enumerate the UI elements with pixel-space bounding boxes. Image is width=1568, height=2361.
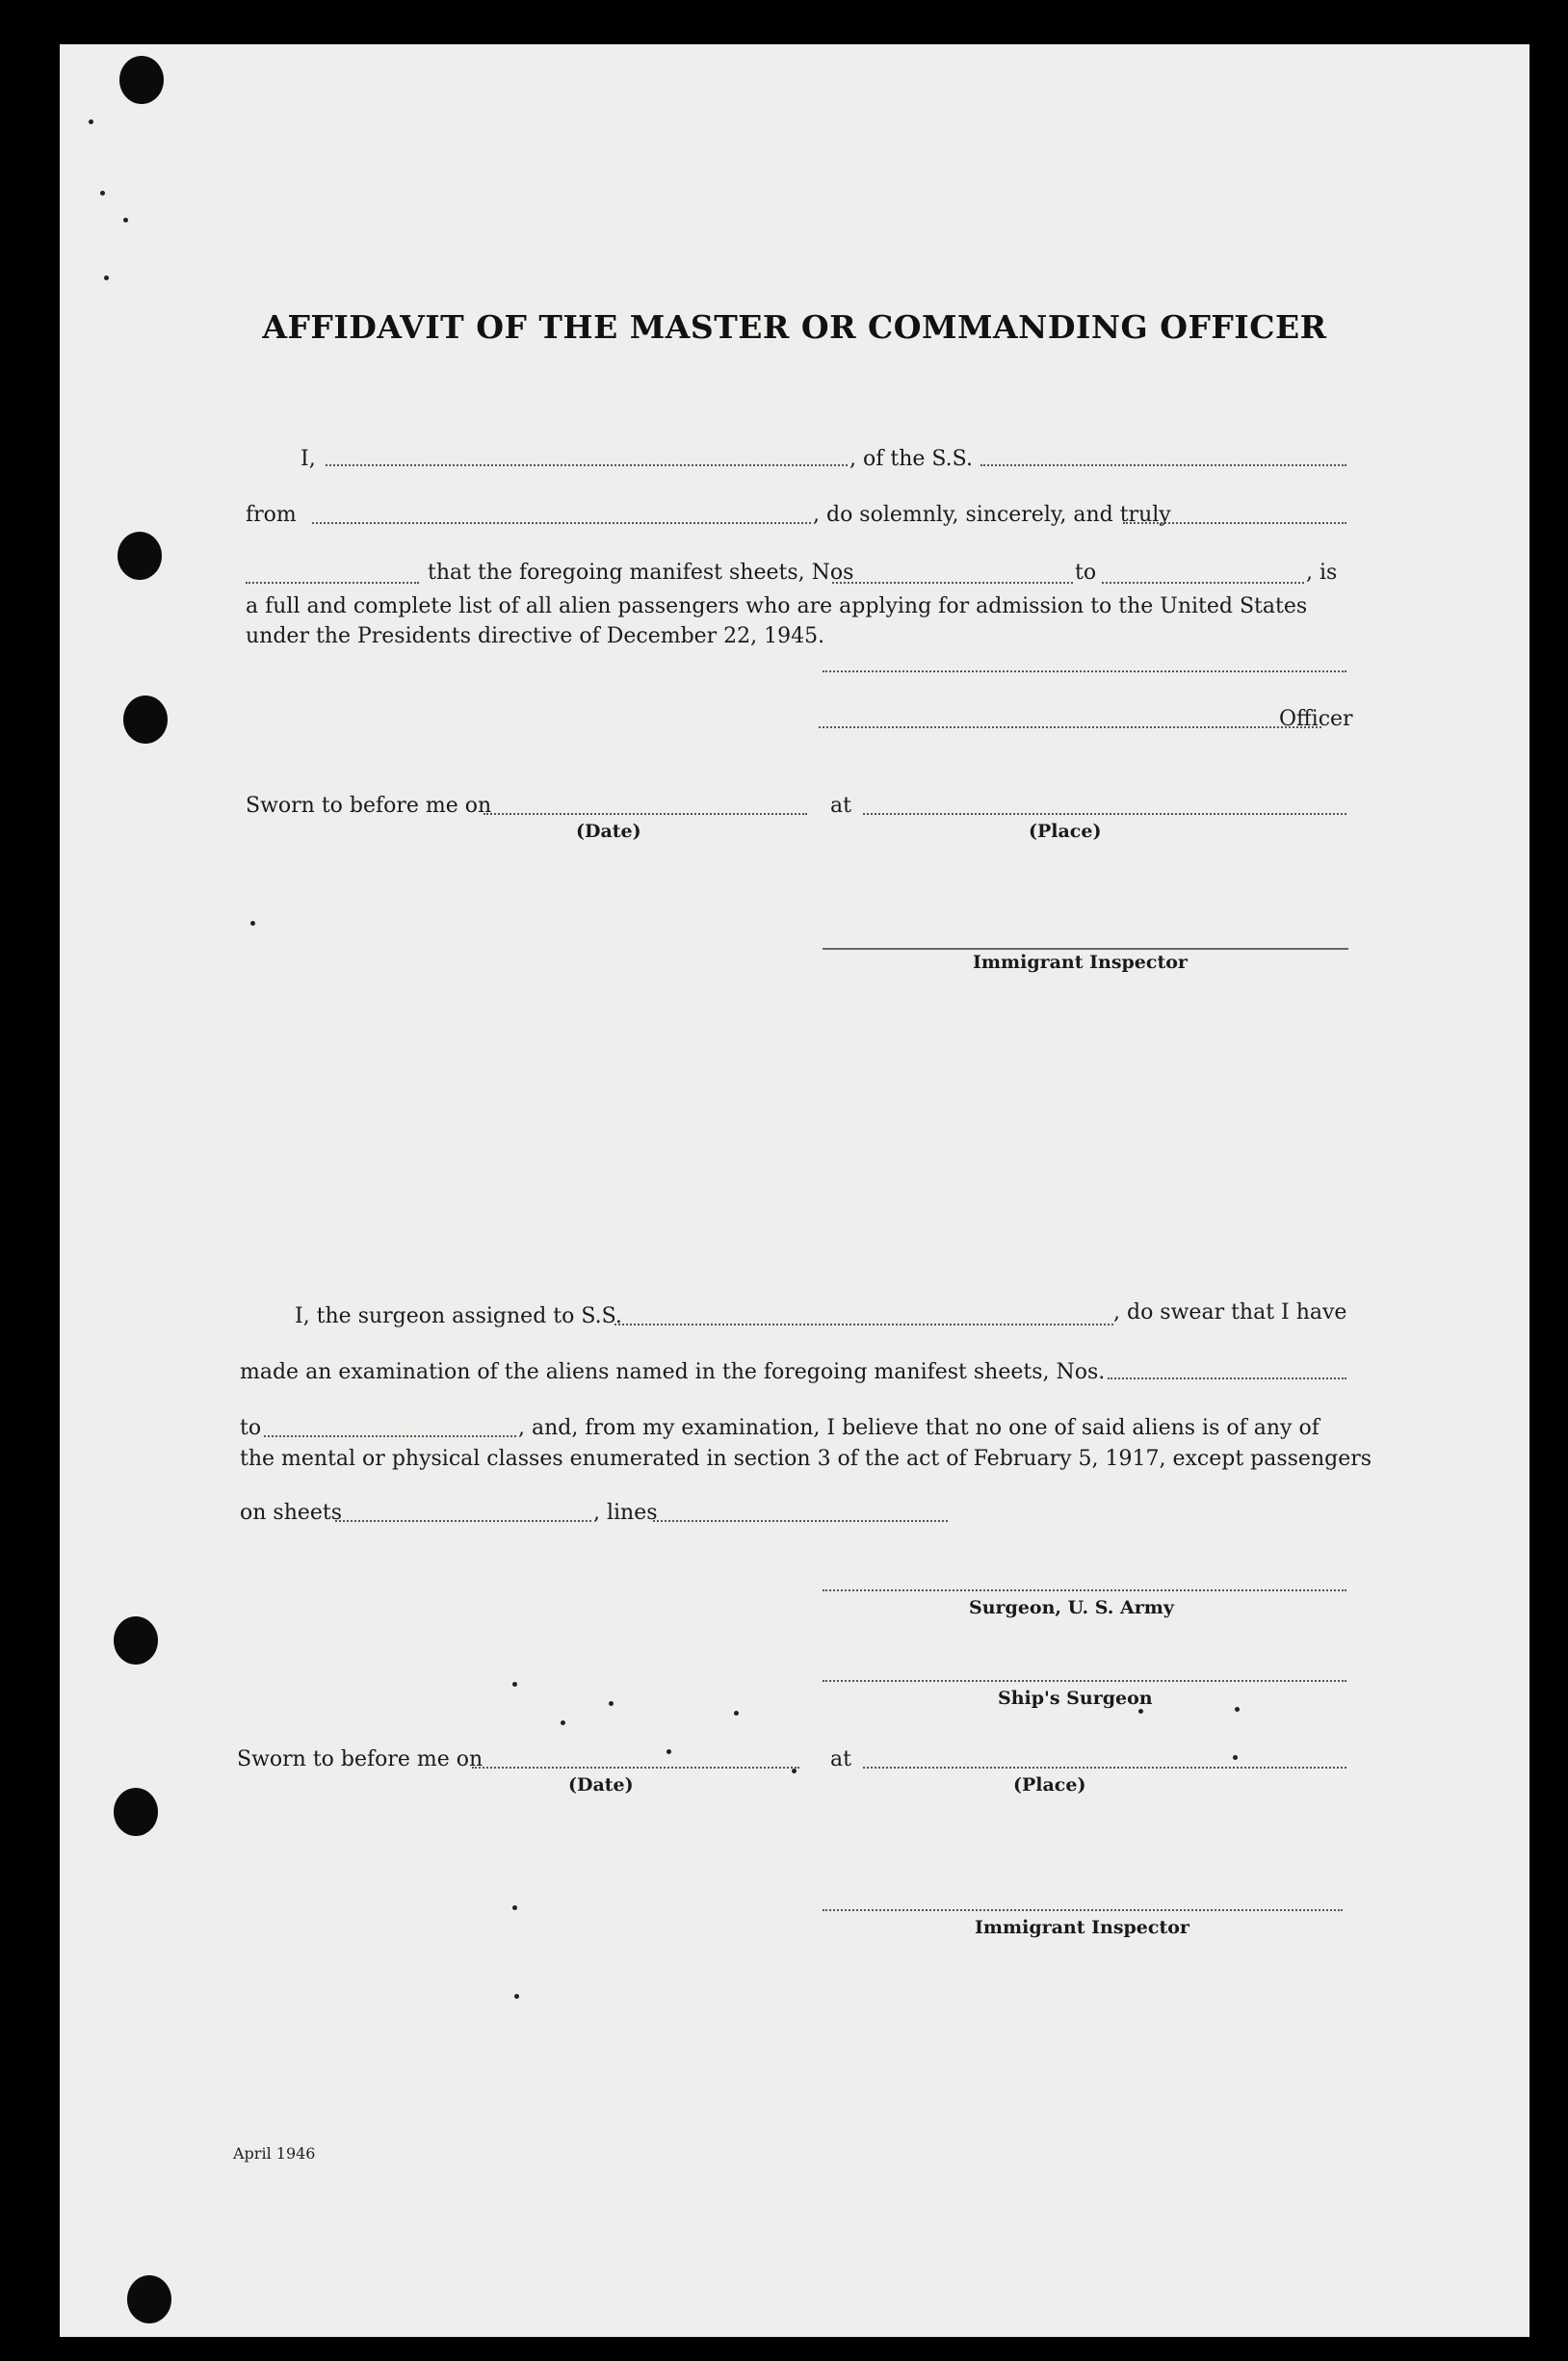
ship-surgeon-caption: Ship's Surgeon bbox=[998, 1688, 1153, 1709]
speck bbox=[734, 1711, 739, 1716]
punch-hole bbox=[118, 532, 162, 580]
master-name-field[interactable] bbox=[326, 464, 848, 466]
affidavit-from-label: from bbox=[246, 503, 297, 527]
form-date: April 1946 bbox=[233, 2144, 316, 2163]
affidavit-manifest-label: that the foregoing manifest sheets, Nos bbox=[428, 561, 854, 585]
surgeon-line1-suffix: , do swear that I have bbox=[1113, 1300, 1347, 1325]
affidavit-place-caption: (Place) bbox=[1029, 821, 1102, 842]
speck bbox=[666, 1749, 671, 1754]
surgeon-lines-label: , lines bbox=[593, 1501, 658, 1525]
port-from-field[interactable] bbox=[312, 522, 811, 524]
officer-signature-line-2[interactable] bbox=[819, 726, 1321, 728]
speck bbox=[792, 1769, 797, 1773]
surgeon-ship-field[interactable] bbox=[614, 1324, 1113, 1325]
ship-surgeon-signature-line[interactable] bbox=[823, 1680, 1346, 1682]
affidavit-date-caption: (Date) bbox=[576, 821, 641, 842]
surgeon-place-field[interactable] bbox=[863, 1767, 1346, 1769]
affidavit-i-label: I, bbox=[301, 447, 316, 471]
speck bbox=[100, 191, 105, 196]
surgeon-date-field[interactable] bbox=[472, 1767, 799, 1769]
surgeon-at-label: at bbox=[830, 1747, 851, 1771]
officer-signature-line-1[interactable] bbox=[823, 670, 1346, 672]
speck bbox=[250, 921, 255, 926]
surgeon-line3-rest: , and, from my examination, I believe that no one of said aliens is of any of bbox=[518, 1416, 1320, 1440]
punch-hole bbox=[127, 2275, 171, 2323]
surgeon-sheets-field[interactable] bbox=[335, 1520, 591, 1522]
army-surgeon-caption: Surgeon, U. S. Army bbox=[969, 1597, 1174, 1618]
punch-hole bbox=[114, 1788, 158, 1836]
speck bbox=[512, 1905, 517, 1910]
surgeon-line2: made an examination of the aliens named in the foregoing manifest sheets, Nos. bbox=[240, 1360, 1106, 1384]
speck bbox=[89, 119, 93, 124]
speck bbox=[104, 275, 109, 280]
surgeon-sheet-to-field[interactable] bbox=[264, 1435, 516, 1437]
sheet-from-field[interactable] bbox=[832, 582, 1073, 584]
affidavit-paragraph: a full and complete list of all alien passengers who are applying for admission to the United States under the Presidents directive of December 22, 1945. bbox=[246, 594, 1308, 648]
surgeon-sheets-label: on sheets bbox=[240, 1501, 343, 1525]
surgeon-inspector-caption: Immigrant Inspector bbox=[975, 1917, 1189, 1938]
affidavit-place-field[interactable] bbox=[863, 813, 1346, 815]
surgeon-line4: the mental or physical classes enumerated in section 3 of the act of February 5, 1917, except passengers bbox=[240, 1447, 1372, 1471]
surgeon-place-caption: (Place) bbox=[1013, 1774, 1086, 1796]
affidavit-solemnly-label: , do solemnly, sincerely, and truly bbox=[813, 503, 1171, 527]
surgeon-lines-field[interactable] bbox=[653, 1520, 948, 1522]
punch-hole bbox=[114, 1616, 158, 1665]
speck bbox=[512, 1682, 517, 1687]
surgeon-date-caption: (Date) bbox=[568, 1774, 634, 1796]
affirmation-continued-field[interactable] bbox=[246, 582, 419, 584]
affidavit-at-label: at bbox=[830, 794, 851, 818]
surgeon-sheet-from-field[interactable] bbox=[1108, 1377, 1346, 1379]
punch-hole bbox=[123, 695, 168, 744]
ship-name-field[interactable] bbox=[980, 464, 1346, 466]
officer-label: Officer bbox=[1279, 707, 1353, 731]
affidavit-date-field[interactable] bbox=[483, 813, 807, 815]
surgeon-sworn-label: Sworn to before me on bbox=[237, 1747, 483, 1771]
form-sheet bbox=[60, 44, 1529, 2337]
affidavit-is-label: , is bbox=[1306, 561, 1338, 585]
surgeon-to-label: to bbox=[240, 1416, 262, 1440]
sheet-to-field[interactable] bbox=[1102, 582, 1304, 584]
affidavit-to-label: to bbox=[1075, 561, 1097, 585]
surgeon-line1-prefix: I, the surgeon assigned to S.S. bbox=[295, 1304, 622, 1328]
speck bbox=[1138, 1709, 1143, 1714]
affidavit-title: AFFIDAVIT OF THE MASTER OR COMMANDING OFFICER bbox=[262, 308, 1327, 346]
inspector-signature-line[interactable] bbox=[823, 948, 1348, 950]
affirmation-field[interactable] bbox=[1123, 522, 1346, 524]
army-surgeon-signature-line[interactable] bbox=[823, 1589, 1346, 1591]
surgeon-inspector-signature-line[interactable] bbox=[823, 1909, 1343, 1911]
affidavit-sworn-label: Sworn to before me on bbox=[246, 794, 492, 818]
speck bbox=[514, 1994, 519, 1999]
affidavit-ss-label: , of the S.S. bbox=[849, 447, 973, 471]
speck bbox=[561, 1720, 565, 1725]
speck bbox=[609, 1701, 614, 1706]
speck bbox=[1233, 1755, 1238, 1760]
punch-hole bbox=[119, 56, 164, 104]
speck bbox=[1235, 1707, 1240, 1712]
speck bbox=[123, 218, 128, 223]
inspector-caption: Immigrant Inspector bbox=[973, 952, 1188, 973]
